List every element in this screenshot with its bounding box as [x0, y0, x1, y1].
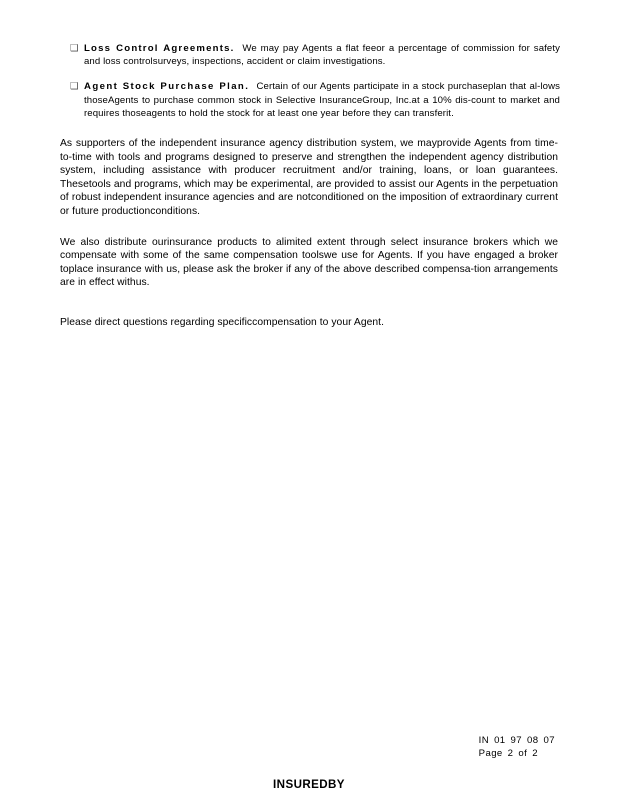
- footer-page-line: [479, 748, 560, 761]
- list-item: [70, 42, 560, 68]
- footer-form-code: [479, 735, 560, 760]
- list-item-body: [84, 80, 560, 120]
- footer-code-line: [479, 735, 560, 748]
- list-item-text: Certain of our Agents participate in a stock purchaseplan that al-lows thoseAgents to purchase common stock in Selective InsuranceGroup, Inc.at a 10% dis-count to market and requires thoseagents to hold the stock for at least one year before they can transferit.: [84, 81, 560, 119]
- bullet-marker-icon: ❑: [70, 81, 79, 93]
- footer-code-part-2: 97: [510, 735, 523, 746]
- footer-code-part-1: 01: [494, 735, 506, 746]
- bullet-marker-icon: ❑: [70, 43, 79, 54]
- footer-code-part-3: 08: [527, 735, 539, 746]
- paragraph-questions: Please direct questions regarding specificcompensation to your Agent.: [60, 316, 384, 328]
- footer-page-total: 2: [532, 747, 538, 759]
- list-item-lead: Agent Stock Purchase Plan.: [84, 81, 250, 93]
- footer-code-part-4: 07: [543, 735, 555, 746]
- list-item-text: We may pay Agents a flat feeor a percentage of commission for safety and loss controlsurveys, inspections, accident or claim investigations.: [84, 43, 561, 68]
- paragraph-brokers: We also distribute ourinsurance products to alimited extent through select insurance brokers which we compensate with some of the same compensation toolswe use for Agents. If you have engaged a broker toplace insurance with us, please ask the broker if any of the above described compensa-tion arrangements are in effect withus.: [60, 236, 558, 289]
- footer-page-number: 2: [507, 747, 514, 759]
- paragraph-distribution-system: As supporters of the independent insurance agency distribution system, we mayprovide Agents from time-to-time with tools and programs designed to preserve and strengthen the independent agency distribution system, including assistance with producer recruitment and/or training, loans, or loan guarantees. Thesetools and programs, which may be experimental, are provided to assist our Agents in the perpetuation of robust independent insurance agencies and are notconditioned on the imposition of extraordinary current or future productionconditions.: [60, 138, 558, 217]
- footer-page-of: of: [518, 747, 528, 759]
- list-item: [70, 80, 560, 120]
- footer-title: INSUREDBY: [273, 778, 345, 791]
- footer-code-label: IN: [478, 735, 490, 746]
- list-item-lead: Loss Control Agreements.: [84, 43, 235, 54]
- list-item-body: [84, 42, 560, 68]
- footer-page-label: Page: [478, 747, 503, 759]
